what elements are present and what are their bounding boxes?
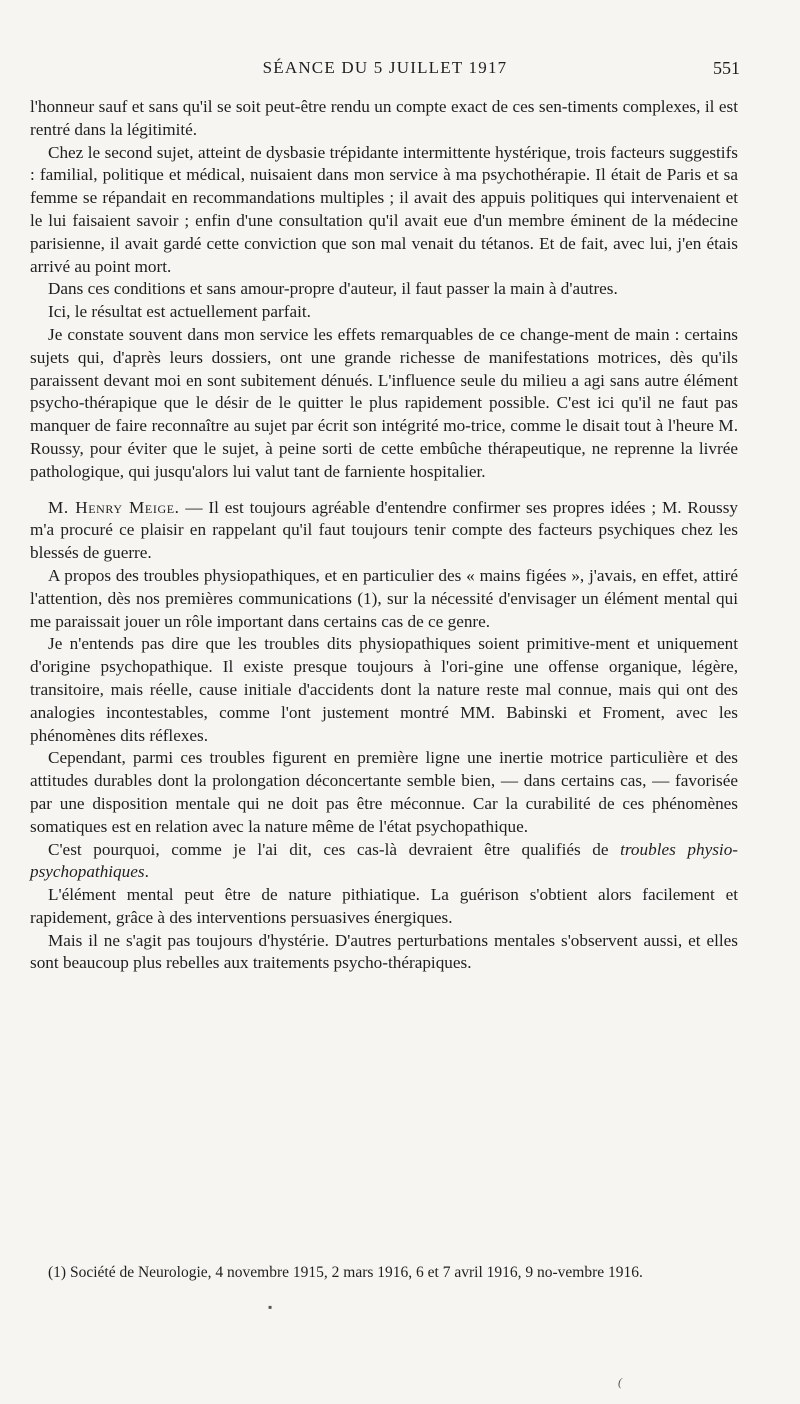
- paragraph-text: Mais il ne s'agit pas toujours d'hystérie. D'autres perturbations mentales s'observent aussi, et elles sont beaucoup plus rebelles aux traitements psycho-thérapiques.: [30, 930, 738, 973]
- emphasized-term: troubles physio-psychopathiques: [30, 839, 739, 882]
- running-header: [30, 58, 740, 82]
- paragraph-text: l'honneur sauf et sans qu'il se soit peut-être rendu un compte exact de ces sen-timents complexes, il est rentré dans la légitimité.: [30, 97, 738, 139]
- paragraph: [30, 839, 738, 885]
- paragraph: [30, 324, 738, 484]
- header-title: SÉANCE DU 5 JUILLET 1917: [262, 58, 508, 77]
- paragraph: [30, 884, 738, 930]
- paragraph-text: L'élément mental peut être de nature pithiatique. La guérison s'obtient alors facilement et rapidement, grâce à des interventions persuasives énergiques.: [30, 885, 738, 927]
- paragraph-tail: .: [144, 862, 149, 882]
- speaker-paragraph: [30, 497, 738, 565]
- paragraph-text: Je constate souvent dans mon service les effets remarquables de ce change-ment de main : certains sujets qui, d'après leurs dossiers, ont une grande richesse de manifestations motrices, dès qu'ils paraissent devant moi en sont subitement dénués. L'influence seule du milieu a agi sans autre élément psycho-thérapique que le désir de le quitter le plus rapidement possible. C'est ici qu'il ne faut pas manquer de faire reconnaître au sujet par écrit son intégrité mo-trice, comme le disait tout à l'heure M. Roussy, pour éviter que le sujet, à peine sorti de cette embûche thérapeutique, ne reprenne la livrée pathologique, qui jusqu'alors lui valut tant de farniente hospitalier.: [30, 324, 738, 481]
- paragraph-text: Je n'entends pas dire que les troubles dits physiopathiques soient primitive-ment et uniquement d'origine psychopathique. Il existe presque toujours à l'ori-gine une offense organique, légère, transitoire, mais réelle, cause initiale d'accidents dont la nature reste mal connue, mais qui ont des analogies incontestables, comme l'ont justement montré MM. Babinski et Froment, avec les phénomènes dits réflexes.: [30, 634, 738, 745]
- paragraph: [30, 747, 738, 838]
- paragraph-text: A propos des troubles physiopathiques, et en particulier des « mains figées », j'avais, en effet, attiré l'attention, dès nos premières communications (1), sur la nécessité d'envisager un élément mental qui me paraissait jouer un rôle important dans certains cas de ce genre.: [30, 565, 738, 631]
- paragraph-text: Ici, le résultat est actuellement parfait.: [48, 302, 311, 322]
- print-speck: ▪: [268, 1300, 273, 1314]
- paragraph: [30, 930, 738, 976]
- paragraph-text: Dans ces conditions et sans amour-propre d'auteur, il faut passer la main à d'autres.: [48, 279, 618, 299]
- paragraph-text: — Il est toujours agréable d'entendre confirmer ses propres idées ; M. Roussy m'a procuré ce plaisir en rappelant qu'il faut toujours tenir compte des facteurs psychiques chez les blessés de guerre.: [30, 497, 738, 563]
- footnote: [30, 1262, 738, 1283]
- page-number: 551: [713, 58, 740, 78]
- speaker-name: M. Henry Meige.: [48, 497, 180, 517]
- body-text: [30, 96, 738, 975]
- paragraph: [30, 96, 738, 142]
- footnote-text: (1) Société de Neurologie, 4 novembre 1915, 2 mars 1916, 6 et 7 avril 1916, 9 no-vembre 1916.: [48, 1264, 643, 1281]
- paragraph-text: Chez le second sujet, atteint de dysbasie trépidante intermittente hystérique, trois facteurs suggestifs : familial, politique et médical, nuisaient dans mon service à ma psychothérapie. Il était de Paris et sa femme se répandait en recommandations multiples ; il avait des appuis politiques qui intervenaient et le lui faisaient savoir ; enfin d'une consultation qu'il avait eue d'un membre éminent de la médecine parisienne, il avait gardé cette conviction que son mal venait du tétanos. Et de fait, avec lui, j'en étais arrivé au point mort.: [30, 142, 738, 276]
- paragraph: [30, 278, 738, 301]
- paragraph: [30, 633, 738, 747]
- paragraph: [30, 565, 738, 633]
- paragraph: [30, 301, 738, 324]
- paragraph-text: Cependant, parmi ces troubles figurent en première ligne une inertie motrice particulière et des attitudes durables dont la prolongation déconcertante semble bien, — dans certains cas, — favorisée par une disposition mentale qui ne doit pas être méconnue. Car la curabilité de ces phénomènes somatiques est en relation avec la nature même de l'état psychopathique.: [30, 748, 738, 836]
- print-speck: (: [618, 1375, 622, 1389]
- paragraph: [30, 142, 738, 279]
- paragraph-text: C'est pourquoi, comme je l'ai dit, ces cas-là devraient être qualifiés de: [48, 839, 621, 859]
